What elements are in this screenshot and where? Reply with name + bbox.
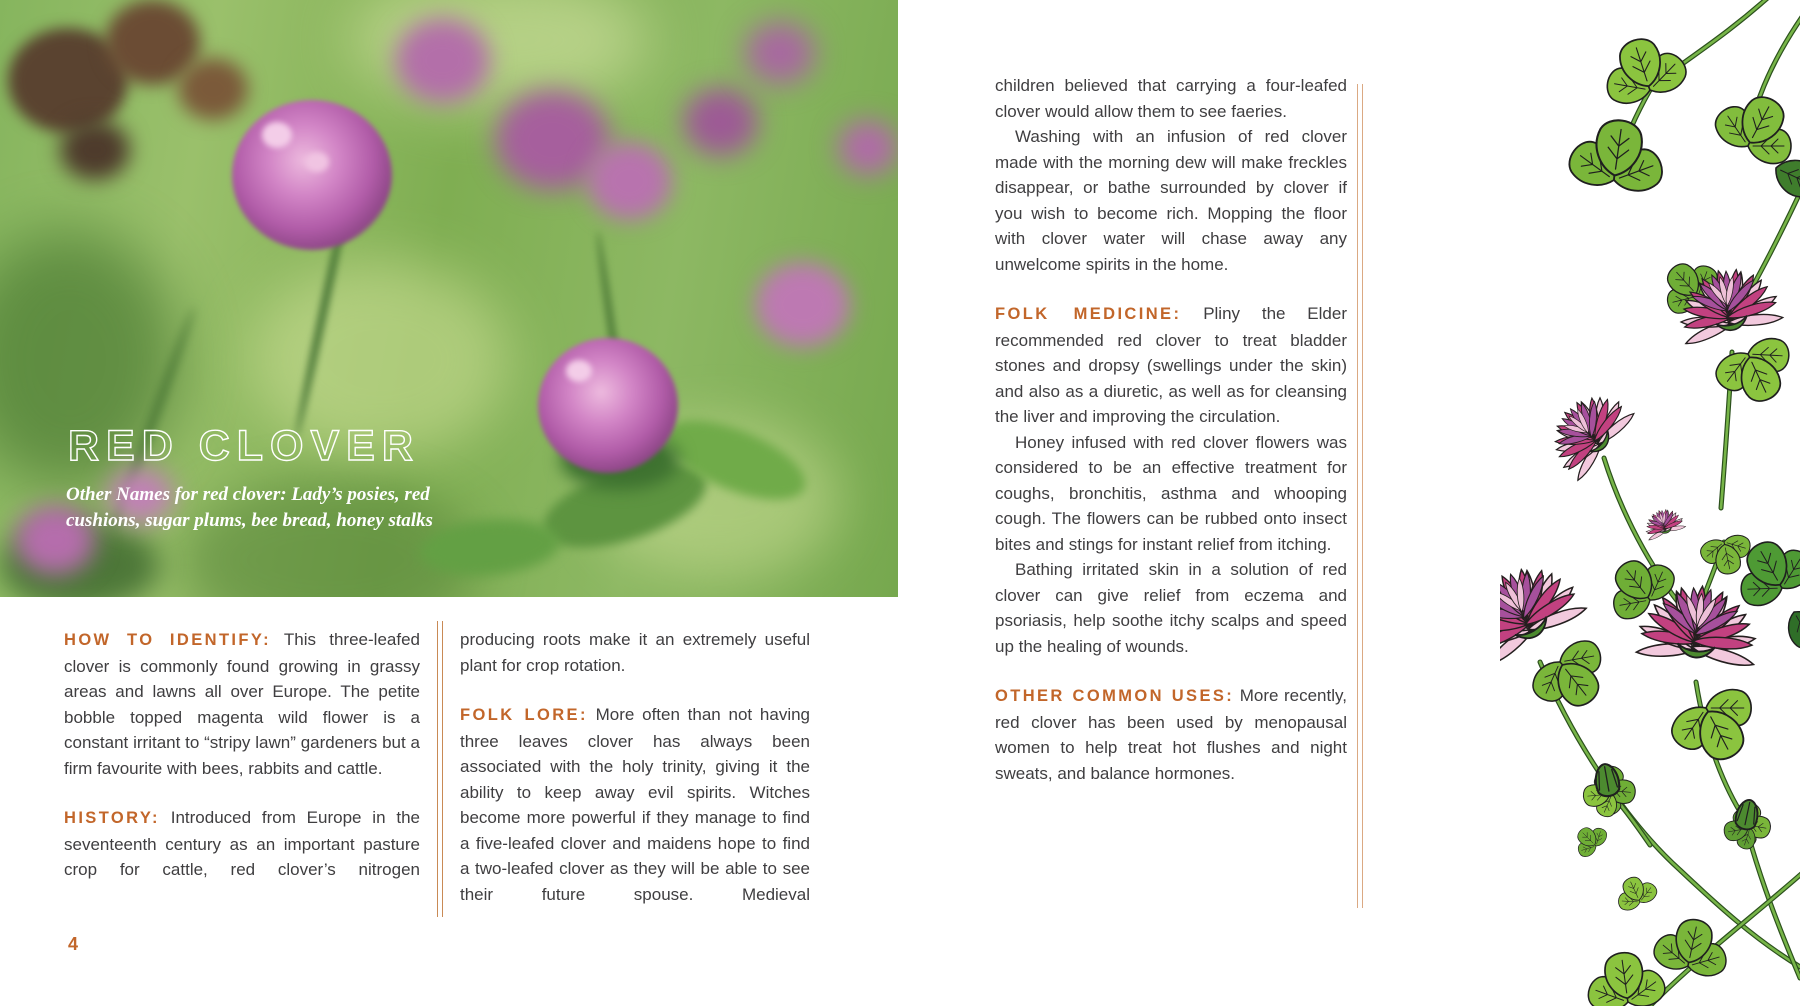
- paragraph-other-common-uses: [995, 683, 1347, 786]
- paragraph-continuation: [995, 73, 1347, 124]
- clover-illustration: [1500, 0, 1800, 1006]
- photo-flower-highlight: [305, 152, 329, 172]
- section-heading-history: HISTORY:: [64, 809, 160, 827]
- photo-flower-blob: [395, 18, 490, 103]
- other-names-subtitle: Other Names for red clover: Lady’s posies, red cushions, sugar plums, bee bread, honey stalks: [66, 484, 433, 531]
- paragraph-text: Pliny the Elder recommended red clover to treat bladder stones and dropsy (swellings under the skin) and also as a diuretic, as well as for cleansing the liver and improving the circulation.: [995, 304, 1347, 426]
- paragraph-text: This three-leafed clover is commonly found growing in grassy areas and lawns all over Europe. The petite bobble topped magenta wild flower is a constant irritant to “stripy lawn” gardeners but a firm favourite with bees, rabbits and cattle.: [64, 630, 420, 778]
- left-page-column-1: [64, 627, 420, 883]
- photo-flower-highlight: [262, 122, 292, 148]
- photo-flower-blob: [838, 120, 898, 175]
- section-heading-other-common-uses: OTHER COMMON USES:: [995, 687, 1235, 705]
- paragraph-text: More often than not having three leaves clover has always been associated with the holy trinity, giving it the ability to keep away evil spirits. Witches become more powerful if they manage to find a five-leafed clover and maidens hope to find a two-leafed clover as they will be able to see their future spouse. Medieval: [460, 705, 810, 904]
- photo-flower-blob: [755, 262, 850, 347]
- photo-dried-head-blob: [178, 58, 248, 120]
- right-page-column: [995, 73, 1347, 786]
- paragraph-text: producing roots make it an extremely useful plant for crop rotation.: [460, 630, 810, 675]
- column-divider-right: [1357, 84, 1363, 908]
- paragraph-folk-lore: [460, 702, 810, 907]
- paragraph-folk-medicine: [995, 301, 1347, 430]
- photo-dried-head-blob: [60, 120, 130, 180]
- photo-flower-blob: [745, 22, 815, 84]
- page-title: [66, 418, 496, 474]
- paragraph-washing: [995, 124, 1347, 277]
- page-number: 4: [68, 934, 79, 954]
- photo-flower-highlight: [566, 360, 592, 382]
- paragraph-text: More recently, red clover has been used by menopausal women to help treat hot flushes and night sweats, and balance hormones.: [995, 686, 1347, 783]
- section-heading-how-to-identify: HOW TO IDENTIFY:: [64, 631, 271, 649]
- paragraph-bathing: [995, 557, 1347, 659]
- photo-focus-flower: [538, 338, 678, 473]
- column-divider-left: [437, 621, 443, 917]
- hero-text-block: [66, 418, 496, 534]
- section-heading-folk-lore: FOLK LORE:: [460, 706, 588, 724]
- paragraph-text: children believed that carrying a four-leafed clover would allow them to see faeries.: [995, 76, 1347, 121]
- section-heading-folk-medicine: FOLK MEDICINE:: [995, 305, 1182, 323]
- photo-flower-blob: [683, 88, 758, 156]
- paragraph-text: Bathing irritated skin in a solution of red clover can give relief from eczema and psoriasis, help soothe itchy scalps and speed up the healing of wounds.: [995, 560, 1347, 656]
- left-page-column-2: [460, 627, 810, 907]
- photo-focus-flower: [232, 100, 392, 250]
- paragraph-continuation: [460, 627, 810, 678]
- paragraph-history: [64, 805, 420, 883]
- red-clover-photo: [0, 0, 898, 597]
- paragraph-text: Honey infused with red clover flowers was considered to be an effective treatment for coughs, bronchitis, asthma and whooping cough. The flowers can be rubbed onto insect bites and stings for instant relief from itching.: [995, 432, 1347, 554]
- paragraph-text: Introduced from Europe in the seventeenth century as an important pasture crop for cattle, red clover’s nitrogen: [64, 808, 420, 879]
- paragraph-honey: [995, 430, 1347, 558]
- photo-flower-blob: [587, 142, 672, 220]
- paragraph-text: Washing with an infusion of red clover made with the morning dew will make freckles disappear, or bathe surrounded by clover if you wish to become rich. Mopping the floor with clover water will chase away any unwelcome spirits in the home.: [995, 127, 1347, 274]
- paragraph-how-to-identify: [64, 627, 420, 781]
- page-title-text: RED CLOVER: [68, 422, 420, 470]
